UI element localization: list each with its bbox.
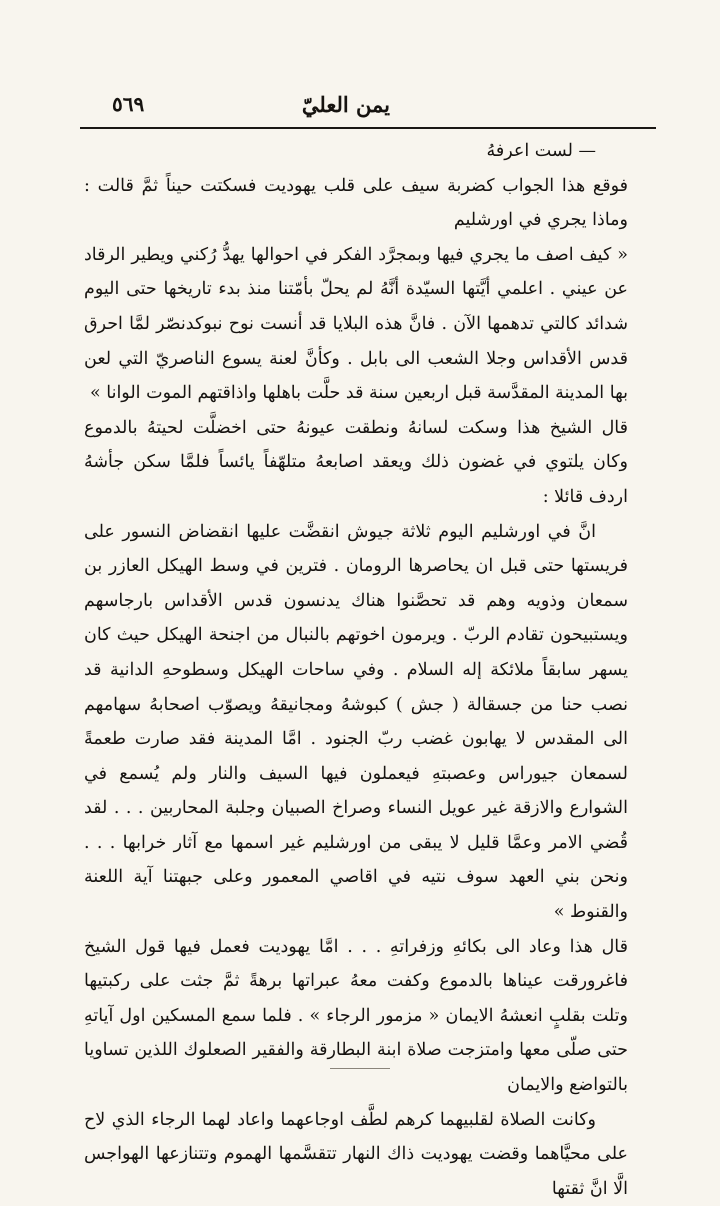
paragraph: قال هذا وعاد الى بكائهِ وزفراتهِ . . . امَّا يهوديت فعمل فيها قول الشيخ فاغرورقت عيناها بالدموع وكفت معهُ عبراتها برهةً ثمَّ جثت على ركبتيها وتلت بقلبٍ انعشهُ الايمان « مزمور الرجاء » . فلما سمع المسكين اول آياتهِ حتى صلّى معها وامتزجت صلاة ابنة البطارقة والفقير الصعلوك اللذين تساويا بالتواضع والايمان <box>84 936 628 1096</box>
running-title: يمن العليّ <box>301 92 390 117</box>
page-number: ٥٦٩ <box>112 92 145 116</box>
paragraph: وكانت الصلاة لقلبيهما كرهم لطَّف اوجاعهما واعاد لهما الرجاء الذي لاح على محيَّاهما وقضت يهوديت ذاك النهار تتقسَّمها الهموم وتتنازعها الهواجس الَّا انَّ ثقتها <box>84 1109 628 1199</box>
paragraph: انَّ في اورشليم اليوم ثلاثة جيوش انقضَّت عليها انقضاض النسور على فريستها حتى قبل ان يحاصرها الرومان . فترين في وسط الهيكل العازر بن سمعان وذويه وهم قد تحصَّنوا هناك يدنسون قدس الأقداس بارجاسهم ويستبيحون تقادم الربّ . ويرمون اخوتهم بالنبال من اجنحة الهيكل حيث كان يسهر سابقاً ملائكة إله السلام . وفي ساحات الهيكل وسطوحهِ الدانية قد نصب حنا من جسقالة ( جش ) كبوشهُ ومجانيقهُ ويصوّب اصحابهُ سهامهم الى المقدس لا يهابون غضب ربّ الجنود . امَّا المدينة فقد صارت طعمةً لسمعان جيوراس وعصبتهِ فيعملون فيها السيف والنار ولم يُسمع في الشوارع والازقة غير عويل النساء وصراخ الصبيان وجلبة المحاربين . . . لقد قُضي الامر وعمَّا قليل لا يبقى من اورشليم غير اسمها مع آثار خرابها . . . ونحن بني العهد سوف نتيه في اقاصي المعمور وعلى جبهتنا آية اللعنة والقنوط » <box>84 521 628 923</box>
paragraph: قال الشيخ هذا وسكت لسانهُ ونطقت عيونهُ حتى اخضلَّت لحيتهُ بالدموع وكان يلتوي في غضون ذلك ويعقد اصابعهُ متلهّفاً يائساً فلمَّا سكن جأشهُ اردف قائلا : <box>84 417 628 507</box>
paragraph: « كيف اصف ما يجري فيها وبمجرَّد الفكر في احوالها يهدُّ رُكني ويطير الرقاد عن عيني . اعلمي أيَّتها السيّدة أنَّهُ لم يحلّ بأمّتنا منذ بدء تاريخها حتى اليوم شدائد كالتي تدهمها الآن . فانَّ هذه البلايا قد أنست نوح نبوكدنصّر لمَّا احرق قدس الأقداس وجلا الشعب الى بابل . وكأنَّ لعنة يسوع الناصريّ التي لعن بها المدينة المقدَّسة قبل اربعين سنة قد حلَّت باهلها واذاقتهم الموت الوانا » <box>84 244 628 404</box>
header-rule <box>80 127 656 129</box>
page-header <box>100 88 630 128</box>
paragraph: — لست اعرفهُ <box>486 141 596 161</box>
paragraph: فوقع هذا الجواب كضربة سيف على قلب يهوديت فسكتت حيناً ثمَّ قالت : وماذا يجري في اورشليم <box>84 175 628 231</box>
bottom-edge-mark <box>330 1068 390 1069</box>
body-text <box>84 134 628 1206</box>
